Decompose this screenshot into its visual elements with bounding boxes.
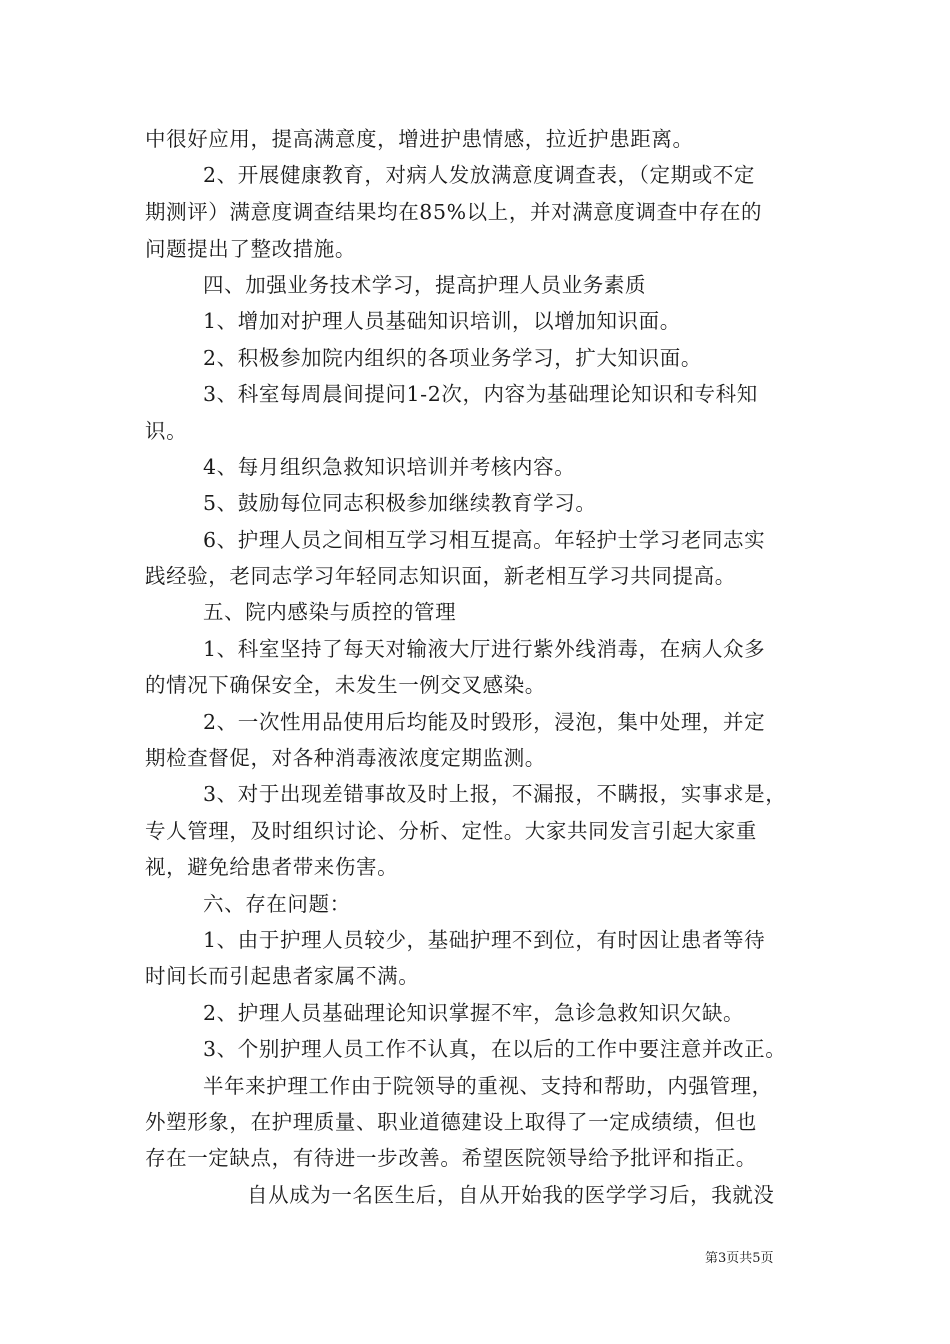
body-line: 4、每月组织急救知识培训并考核内容。 <box>203 455 576 479</box>
section-heading: 四、加强业务技术学习，提高护理人员业务素质 <box>203 273 647 297</box>
body-line: 2、积极参加院内组织的各项业务学习，扩大知识面。 <box>203 346 702 370</box>
body-line: 1、科室坚持了每天对输液大厅进行紫外线消毒，在病人众多 <box>203 637 766 661</box>
section-heading: 五、院内感染与质控的管理 <box>203 600 457 624</box>
body-line: 期测评）满意度调查结果均在85%以上，并对满意度调查中存在的 <box>145 200 763 224</box>
body-line: 外塑形象，在护理质量、职业道德建设上取得了一定成绩绩，但也 <box>145 1110 757 1134</box>
body-line: 视，避免给患者带来伤害。 <box>145 855 399 879</box>
body-line: 存在一定缺点，有待进一步改善。希望医院领导给予批评和指正。 <box>145 1146 757 1170</box>
body-line: 识。 <box>145 419 188 443</box>
body-line: 半年来护理工作由于院领导的重视、支持和帮助，内强管理， <box>203 1074 773 1098</box>
body-line: 5、鼓励每位同志积极参加继续教育学习。 <box>203 491 597 515</box>
body-line: 2、开展健康教育，对病人发放满意度调查表，（定期或不定 <box>203 163 755 187</box>
body-line: 践经验，老同志学习年轻同志知识面，新老相互学习共同提高。 <box>145 564 736 588</box>
body-line: 问题提出了整改措施。 <box>145 237 356 261</box>
body-line: 自从成为一名医生后，自从开始我的医学学习后，我就没 <box>247 1183 775 1207</box>
body-line: 专人管理，及时组织讨论、分析、定性。大家共同发言引起大家重 <box>145 819 757 843</box>
body-line: 中很好应用，提高满意度，增进护患情感，拉近护患距离。 <box>145 127 694 151</box>
page-number: 第3页共5页 <box>705 1251 774 1266</box>
body-line: 1、由于护理人员较少，基础护理不到位，有时因让患者等待 <box>203 928 766 952</box>
body-line: 的情况下确保安全，未发生一例交叉感染。 <box>145 673 546 697</box>
body-line: 3、对于出现差错事故及时上报，不漏报，不瞒报，实事求是， <box>203 782 787 806</box>
body-line: 3、个别护理人员工作不认真，在以后的工作中要注意并改正。 <box>203 1037 787 1061</box>
body-line: 时间长而引起患者家属不满。 <box>145 964 420 988</box>
body-line: 1、增加对护理人员基础知识培训，以增加知识面。 <box>203 309 681 333</box>
body-line: 6、护理人员之间相互学习相互提高。年轻护士学习老同志实 <box>203 528 766 552</box>
body-line: 期检查督促，对各种消毒液浓度定期监测。 <box>145 746 546 770</box>
body-line: 2、一次性用品使用后均能及时毁形，浸泡，集中处理，并定 <box>203 710 766 734</box>
section-heading: 六、存在问题： <box>203 892 351 916</box>
body-line: 3、科室每周晨间提问1-2次，内容为基础理论知识和专科知 <box>203 382 758 406</box>
body-line: 2、护理人员基础理论知识掌握不牢，急诊急救知识欠缺。 <box>203 1001 745 1025</box>
